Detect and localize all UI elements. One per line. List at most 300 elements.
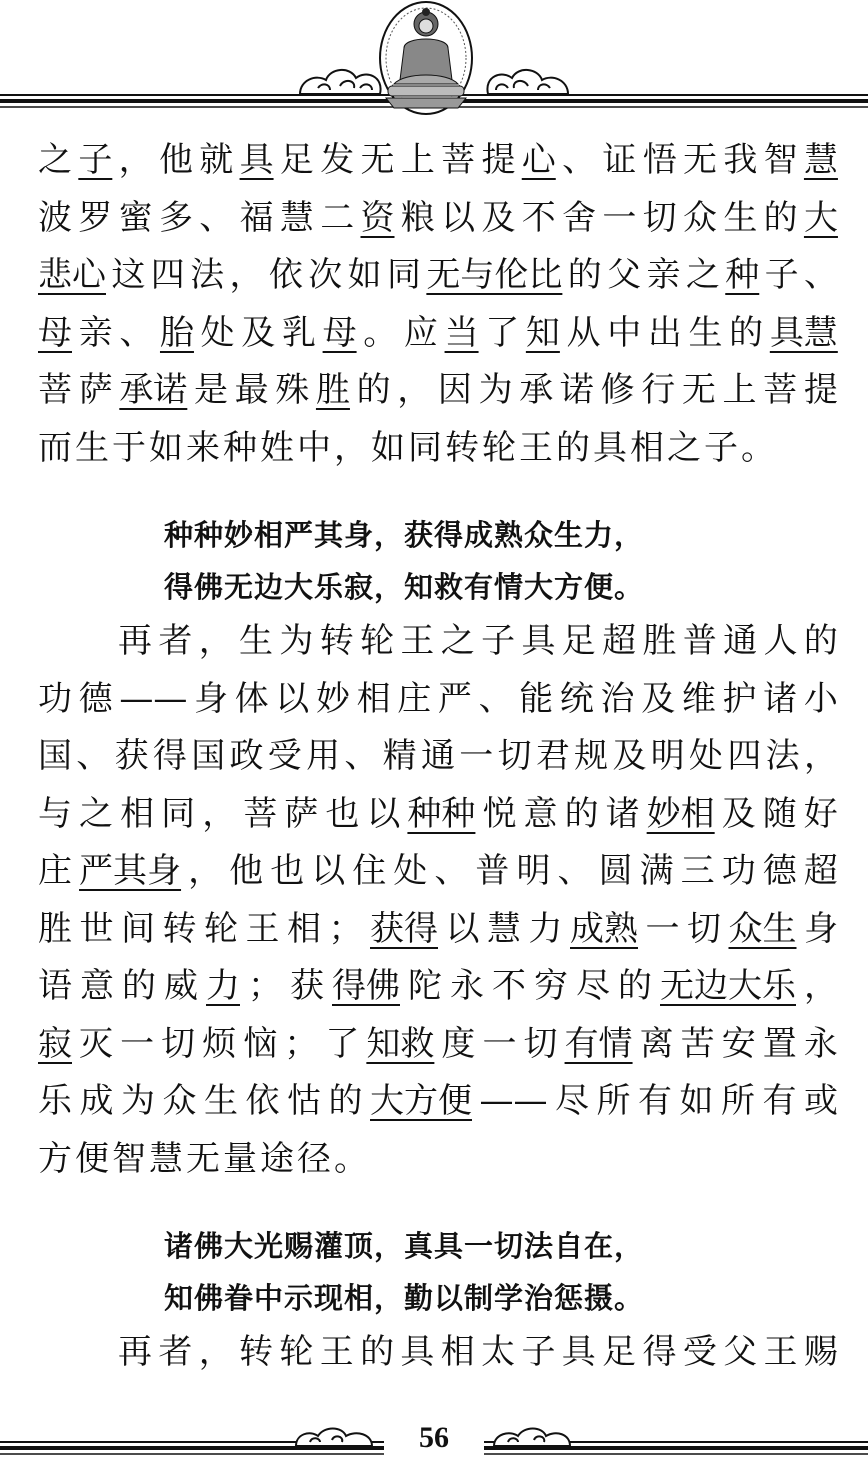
- text-glyph: 福: [239, 197, 274, 238]
- verse-line: 种种妙相严其身，获得成熟众生力，: [164, 518, 645, 552]
- text-glyph: 发: [320, 140, 355, 180]
- text-glyph: 护: [722, 678, 757, 719]
- text-glyph: ，: [202, 793, 237, 834]
- text-glyph: 应: [403, 312, 438, 353]
- text-glyph: 这: [111, 255, 146, 295]
- text-glyph: 圆: [598, 851, 633, 891]
- text-glyph: 就: [199, 140, 234, 180]
- text-glyph: 恼: [243, 1023, 278, 1064]
- text-glyph: 粮: [400, 197, 435, 238]
- text-glyph: 穷: [534, 966, 568, 1006]
- text-glyph: 舍: [562, 197, 597, 238]
- text-glyph: 不: [521, 197, 556, 238]
- text-glyph: 轮: [204, 908, 238, 949]
- text-glyph: 受: [682, 1332, 717, 1372]
- text-glyph: 、: [434, 851, 469, 891]
- text-glyph: 精: [382, 736, 417, 776]
- text-glyph: 相: [287, 908, 321, 949]
- text-glyph: 转: [239, 1332, 274, 1372]
- text-glyph: 间: [121, 908, 155, 949]
- text-glyph: 慧: [279, 197, 314, 238]
- text-glyph: 生: [239, 621, 274, 661]
- text-glyph: 住: [352, 851, 387, 891]
- underlined-term: 无与伦比: [426, 255, 563, 295]
- text-glyph: 诸: [605, 793, 640, 834]
- underlined-term: 无边大乐: [660, 966, 796, 1006]
- text-glyph: 悟: [642, 140, 677, 180]
- text-line: 而生于如来种姓中，如同转轮王的具相之子。: [38, 427, 778, 468]
- text-glyph: 烦: [202, 1023, 237, 1064]
- text-glyph: 切: [161, 1023, 196, 1064]
- text-line: [38, 958, 838, 1016]
- text-glyph: 足: [561, 621, 596, 661]
- text-glyph: 一: [645, 908, 680, 949]
- text-glyph: 胜: [38, 908, 72, 949]
- text-glyph: 一: [482, 1023, 517, 1064]
- text-glyph: 为: [279, 621, 314, 661]
- underlined-term: 知救: [366, 1023, 435, 1064]
- text-glyph: 从: [566, 312, 601, 353]
- text-glyph: 为: [121, 1081, 155, 1121]
- footer-cloud-right-icon: [494, 1429, 570, 1447]
- text-glyph: 君: [535, 736, 570, 776]
- text-glyph: 安: [721, 1023, 756, 1064]
- text-glyph: 了: [325, 1023, 360, 1064]
- text-glyph: 无: [360, 140, 395, 180]
- text-glyph: 依: [268, 255, 303, 295]
- text-glyph: 菩: [441, 140, 476, 180]
- text-line: [38, 132, 838, 190]
- text-glyph: 的: [122, 966, 156, 1006]
- text-glyph: 依: [245, 1081, 280, 1121]
- text-glyph: 成: [79, 1081, 114, 1121]
- text-glyph: 转: [162, 908, 197, 949]
- text-glyph: 怙: [287, 1081, 321, 1121]
- text-glyph: 的: [360, 1332, 395, 1372]
- cloud-right-icon: [487, 70, 568, 94]
- text-glyph: 规: [574, 736, 609, 776]
- text-glyph: 明: [516, 851, 551, 891]
- text-glyph: 度: [441, 1023, 476, 1064]
- underlined-term: 承诺: [119, 370, 188, 410]
- text-glyph: 用: [306, 736, 341, 776]
- underlined-term: 有情: [564, 1023, 633, 1064]
- text-glyph: 一: [602, 197, 637, 238]
- text-glyph: 殊: [275, 370, 310, 410]
- text-glyph: 切: [642, 197, 677, 238]
- text-glyph: 妙: [315, 678, 350, 719]
- underlined-term: 悲心: [38, 255, 106, 295]
- text-glyph: 生: [204, 1081, 238, 1121]
- text-glyph: 四: [727, 736, 762, 776]
- text-glyph: 提: [481, 140, 516, 180]
- text-glyph: 置: [762, 1023, 797, 1064]
- underlined-term: 具慧: [769, 312, 838, 353]
- text-glyph: 亲: [646, 255, 681, 295]
- text-glyph: 的: [763, 197, 798, 238]
- text-glyph: 因: [437, 370, 472, 410]
- text-glyph: 以: [311, 851, 346, 891]
- text-glyph: 满: [639, 851, 674, 891]
- text-glyph: 他: [158, 140, 193, 180]
- text-glyph: 我: [723, 140, 758, 180]
- text-glyph: 罗: [78, 197, 113, 238]
- underlined-term: 具: [239, 140, 274, 180]
- text-line: [38, 305, 838, 363]
- text-glyph: ，: [188, 851, 223, 891]
- text-glyph: 尽: [576, 966, 610, 1006]
- underlined-term: 当: [444, 312, 479, 353]
- text-glyph: 及: [641, 678, 676, 719]
- text-glyph: 永: [803, 1023, 838, 1064]
- text-glyph: 苦: [680, 1023, 715, 1064]
- text-glyph: ——: [119, 678, 188, 719]
- text-glyph: 好: [803, 793, 838, 834]
- text-glyph: 、: [199, 197, 234, 238]
- buddha-icon: [380, 2, 472, 114]
- text-glyph: 的: [567, 255, 602, 295]
- text-glyph: 他: [229, 851, 264, 891]
- text-glyph: 为: [478, 370, 513, 410]
- text-glyph: ，: [198, 1332, 233, 1372]
- text-glyph: 法: [190, 255, 225, 295]
- text-glyph: 次: [308, 255, 343, 295]
- text-glyph: ，: [803, 736, 838, 776]
- text-glyph: 切: [497, 736, 532, 776]
- text-glyph: 子: [764, 255, 799, 295]
- verse-line: 诸佛大光赐灌顶，真具一切法自在，: [164, 1229, 645, 1263]
- text-glyph: 足: [279, 140, 314, 180]
- text-glyph: 得: [152, 736, 187, 776]
- text-glyph: 具: [400, 1332, 435, 1372]
- text-glyph: 王: [245, 908, 280, 949]
- underlined-term: 胜: [315, 370, 350, 410]
- text-glyph: ；: [328, 908, 363, 949]
- text-glyph: 普: [682, 621, 717, 661]
- text-glyph: 王: [400, 621, 435, 661]
- text-glyph: 生: [688, 312, 723, 353]
- text-glyph: 的: [729, 312, 764, 353]
- text-line: [38, 901, 838, 959]
- text-glyph: 普: [475, 851, 510, 891]
- text-glyph: 众: [683, 197, 717, 238]
- text-glyph: 国: [38, 736, 72, 776]
- text-glyph: 提: [803, 370, 838, 410]
- text-line: [38, 728, 838, 786]
- underlined-term: 母: [38, 312, 72, 353]
- text-glyph: 受: [267, 736, 302, 776]
- underlined-term: 种: [725, 255, 760, 295]
- text-glyph: 切: [687, 908, 721, 949]
- text-glyph: 及: [612, 736, 647, 776]
- text-glyph: 以: [275, 678, 310, 719]
- text-glyph: 之: [440, 621, 475, 661]
- text-glyph: 、: [804, 255, 838, 295]
- text-glyph: 处: [393, 851, 428, 891]
- underlined-term: 得佛: [332, 966, 400, 1006]
- text-glyph: 相: [440, 1332, 475, 1372]
- underlined-term: 胎: [159, 312, 194, 353]
- text-glyph: 赐: [803, 1332, 838, 1372]
- text-glyph: 无: [681, 370, 716, 410]
- text-glyph: 超: [602, 621, 637, 661]
- underlined-term: 严其身: [79, 851, 182, 891]
- text-glyph: 众: [162, 1081, 197, 1121]
- text-glyph: ，: [397, 370, 432, 410]
- text-glyph: 诸: [763, 678, 798, 719]
- text-line: [38, 1324, 838, 1382]
- verse-gap: [38, 477, 838, 509]
- text-line: [38, 843, 838, 901]
- text-glyph: 陀: [408, 966, 442, 1006]
- text-glyph: 有: [638, 1081, 672, 1121]
- text-glyph: 中: [607, 312, 642, 353]
- text-glyph: 乐: [38, 1081, 72, 1121]
- underlined-term: 寂: [38, 1023, 72, 1064]
- text-glyph: 德: [762, 851, 797, 891]
- text-glyph: 如: [679, 1081, 714, 1121]
- text-line: [38, 1073, 838, 1131]
- text-glyph: 随: [762, 793, 797, 834]
- text-glyph: 具: [561, 1332, 596, 1372]
- text-glyph: 转: [319, 621, 354, 661]
- text-glyph: 有: [762, 1081, 797, 1121]
- text-glyph: 身: [804, 908, 838, 949]
- text-glyph: 不: [492, 966, 526, 1006]
- text-glyph: 以: [441, 197, 476, 238]
- text-glyph: 足: [602, 1332, 637, 1372]
- text-glyph: 波: [38, 197, 72, 238]
- text-glyph: 承: [519, 370, 554, 410]
- text-glyph: 、: [562, 140, 597, 180]
- text-glyph: 的: [356, 370, 391, 410]
- underlined-term: 妙相: [646, 793, 715, 834]
- text-glyph: 以: [445, 908, 480, 949]
- text-glyph: 处: [200, 312, 235, 353]
- text-glyph: 多: [158, 197, 193, 238]
- text-glyph: 。: [363, 312, 398, 353]
- text-glyph: 的: [328, 1081, 363, 1121]
- text-glyph: 体: [234, 678, 269, 719]
- text-line: [38, 247, 838, 305]
- underlined-term: 资: [360, 197, 395, 238]
- text-glyph: 及: [721, 793, 756, 834]
- text-glyph: 威: [164, 966, 198, 1006]
- text-glyph: 轮: [360, 621, 395, 661]
- text-glyph: 萨: [78, 370, 113, 410]
- text-glyph: 统: [559, 678, 594, 719]
- text-glyph: 菩: [243, 793, 278, 834]
- text-glyph: 德: [78, 678, 113, 719]
- text-glyph: 如: [347, 255, 382, 295]
- text-glyph: 一: [459, 736, 494, 776]
- underlined-term: 母: [322, 312, 357, 353]
- text-glyph: ，: [229, 255, 264, 295]
- text-glyph: 上: [400, 140, 435, 180]
- text-glyph: 之: [38, 140, 72, 180]
- text-glyph: 处: [689, 736, 724, 776]
- text-glyph: 生: [723, 197, 758, 238]
- text-glyph: 之: [79, 793, 114, 834]
- text-glyph: 、: [344, 736, 379, 776]
- text-glyph: 获: [290, 966, 324, 1006]
- text-glyph: 、: [478, 678, 513, 719]
- text-glyph: 再: [118, 621, 152, 661]
- text-glyph: 萨: [284, 793, 319, 834]
- text-glyph: 获: [114, 736, 149, 776]
- underlined-term: 众生: [728, 908, 797, 949]
- text-line: [38, 786, 838, 844]
- text-glyph: 能: [519, 678, 554, 719]
- text-glyph: 切: [523, 1023, 558, 1064]
- text-glyph: 离: [639, 1023, 674, 1064]
- text-glyph: 得: [642, 1332, 677, 1372]
- text-glyph: 王: [319, 1332, 354, 1372]
- header-ornament: [0, 0, 868, 118]
- text-glyph: 子: [481, 621, 516, 661]
- text-glyph: 证: [602, 140, 637, 180]
- text-glyph: 一: [120, 1023, 155, 1064]
- text-glyph: 子: [521, 1332, 556, 1372]
- text-glyph: 轮: [279, 1332, 314, 1372]
- text-glyph: 、: [119, 312, 154, 353]
- text-glyph: 力: [528, 908, 563, 949]
- verse-gap: [38, 1188, 838, 1220]
- text-glyph: 维: [681, 678, 716, 719]
- underlined-term: 种种: [407, 793, 476, 834]
- underlined-term: 获得: [370, 908, 438, 949]
- text-glyph: 行: [641, 370, 676, 410]
- text-glyph: 庄: [38, 851, 72, 891]
- text-line: 方便智慧无量途径。: [38, 1138, 371, 1179]
- text-glyph: 庄: [397, 678, 432, 719]
- text-line: [38, 613, 838, 671]
- text-glyph: 身: [193, 678, 228, 719]
- verse-line: 知佛眷中示现相，勤以制学治惩摄。: [164, 1281, 645, 1315]
- text-glyph: 菩: [763, 370, 798, 410]
- text-glyph: 通: [723, 621, 758, 661]
- text-glyph: 明: [650, 736, 685, 776]
- text-glyph: 功: [721, 851, 756, 891]
- text-glyph: 之: [685, 255, 720, 295]
- text-glyph: 或: [804, 1081, 838, 1121]
- text-glyph: 相: [356, 678, 391, 719]
- text-glyph: 太: [481, 1332, 516, 1372]
- text-glyph: 的: [803, 621, 838, 661]
- text-glyph: 、: [76, 736, 111, 776]
- text-glyph: 具: [521, 621, 556, 661]
- text-glyph: 诺: [559, 370, 594, 410]
- underlined-term: 力: [206, 966, 240, 1006]
- text-glyph: 上: [722, 370, 757, 410]
- text-glyph: 也: [325, 793, 360, 834]
- footer-cloud-left-icon: [296, 1429, 372, 1447]
- text-glyph: 父: [607, 255, 642, 295]
- text-glyph: 亲: [78, 312, 113, 353]
- text-glyph: 通: [420, 736, 455, 776]
- text-glyph: 二: [320, 197, 355, 238]
- text-glyph: 政: [229, 736, 264, 776]
- text-glyph: 的: [564, 793, 599, 834]
- text-glyph: ，: [804, 966, 838, 1006]
- text-glyph: 者: [158, 1332, 193, 1372]
- text-glyph: 所: [721, 1081, 755, 1121]
- text-glyph: 同: [161, 793, 196, 834]
- text-glyph: 世: [79, 908, 114, 949]
- text-glyph: 蜜: [118, 197, 153, 238]
- cloud-left-icon: [300, 70, 381, 94]
- text-glyph: 严: [437, 678, 472, 719]
- text-glyph: 尽: [555, 1081, 589, 1121]
- text-glyph: 及: [241, 312, 276, 353]
- body-text: [38, 132, 838, 1382]
- text-glyph: 治: [600, 678, 635, 719]
- verse-line: 得佛无边大乐寂，知救有情大方便。: [164, 570, 645, 604]
- text-glyph: 功: [38, 678, 72, 719]
- text-glyph: 所: [596, 1081, 631, 1121]
- text-glyph: 意: [523, 793, 558, 834]
- text-glyph: 法: [765, 736, 800, 776]
- text-glyph: 四: [150, 255, 185, 295]
- text-line: [38, 671, 838, 729]
- text-glyph: 菩: [38, 370, 72, 410]
- text-glyph: 父: [723, 1332, 758, 1372]
- text-glyph: 意: [80, 966, 114, 1006]
- text-glyph: 相: [120, 793, 155, 834]
- text-glyph: 了: [485, 312, 520, 353]
- underlined-term: 大方便: [370, 1081, 472, 1121]
- text-glyph: 、: [557, 851, 592, 891]
- text-glyph: 灭: [79, 1023, 114, 1064]
- underlined-term: 大: [803, 197, 838, 238]
- text-glyph: 悦: [482, 793, 517, 834]
- text-line: [38, 362, 838, 420]
- text-glyph: ；: [248, 966, 282, 1006]
- text-glyph: 胜: [642, 621, 677, 661]
- text-glyph: 最: [234, 370, 269, 410]
- text-glyph: ；: [284, 1023, 319, 1064]
- underlined-term: 心: [521, 140, 556, 180]
- underlined-term: 知: [525, 312, 560, 353]
- text-glyph: 乳: [281, 312, 316, 353]
- page-number: 56: [419, 1421, 449, 1454]
- text-glyph: 人: [763, 621, 798, 661]
- text-glyph: 出: [647, 312, 682, 353]
- text-glyph: 再: [118, 1332, 152, 1372]
- text-glyph: 语: [38, 966, 72, 1006]
- text-glyph: 三: [680, 851, 715, 891]
- text-glyph: 国: [191, 736, 226, 776]
- text-line: [38, 1016, 838, 1074]
- text-glyph: 的: [618, 966, 652, 1006]
- underlined-term: 慧: [803, 140, 838, 180]
- text-glyph: 超: [803, 851, 838, 891]
- text-glyph: 永: [450, 966, 484, 1006]
- text-glyph: 者: [158, 621, 193, 661]
- text-glyph: 小: [803, 678, 838, 719]
- text-glyph: 与: [38, 793, 72, 834]
- text-glyph: 是: [193, 370, 228, 410]
- text-glyph: ，: [198, 621, 233, 661]
- text-glyph: ——: [479, 1081, 548, 1121]
- text-glyph: 也: [270, 851, 305, 891]
- underlined-term: 子: [78, 140, 113, 180]
- text-glyph: 修: [600, 370, 635, 410]
- text-glyph: 智: [763, 140, 798, 180]
- text-glyph: 无: [683, 140, 717, 180]
- text-glyph: 以: [366, 793, 401, 834]
- text-glyph: 王: [763, 1332, 798, 1372]
